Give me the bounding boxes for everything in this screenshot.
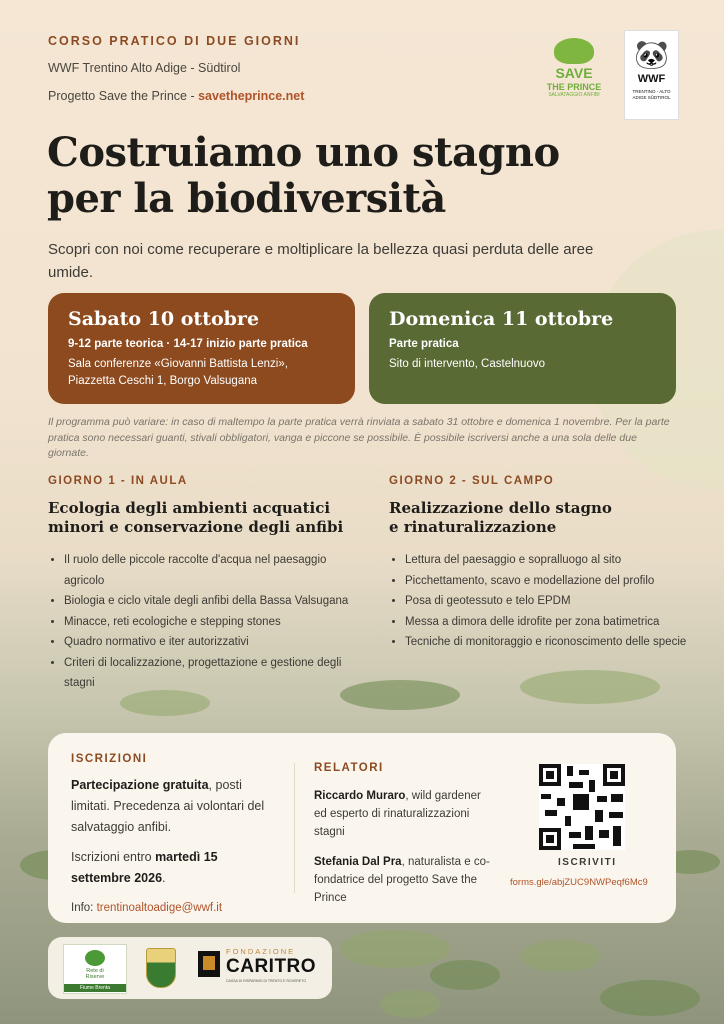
caritro-line1: FONDAZIONE	[226, 947, 296, 956]
iscrizioni-label: ISCRIZIONI	[71, 753, 148, 765]
day1-schedule: 9-12 parte teorica · 14-17 inizio parte pratica	[68, 338, 308, 350]
list-item: • Messa a dimora delle idrofite per zona batimetrica	[405, 612, 699, 633]
caritro-line3: CASSA DI RISPARMIO DI TRENTO E ROVERETO	[226, 979, 307, 983]
list-item: • Posa di geotessuto e telo EPDM	[405, 591, 699, 612]
iscrizioni-bold: Partecipazione gratuita	[71, 778, 209, 792]
caritro-mark-icon	[198, 951, 220, 977]
logo-caption: SALVATAGGIO ANFIBI	[548, 92, 600, 98]
day1-topics	[48, 550, 358, 694]
caritro-logo	[198, 947, 318, 989]
speaker2-role: , naturalista e co-fondatrice del progetto Save the Prince	[314, 856, 490, 904]
logo-line1: SAVE	[555, 65, 593, 81]
relatori-label: RELATORI	[314, 762, 384, 774]
day1-label: GIORNO 1 - IN AULA	[48, 475, 188, 487]
speaker1-role: , wild gardener ed esperto di rinaturalizzazioni stagni	[314, 790, 481, 838]
day2-card	[369, 293, 676, 404]
list-item: • Lettura del paesaggio e sopralluogo al sito	[405, 550, 699, 571]
list-item: • Il ruolo delle piccole raccolte d'acqua nel paesaggio agricolo	[64, 550, 358, 591]
intro-text: Scopri con noi come recuperare e moltiplicare la bellezza quasi perduta delle aree umide.	[48, 241, 594, 281]
leaf-icon	[85, 950, 105, 966]
day1-heading	[48, 499, 358, 537]
rete-line2: Riserve	[85, 974, 105, 980]
project-prefix: Progetto Save the Prince -	[48, 89, 199, 103]
logo-line2: THE PRINCE	[546, 82, 602, 92]
day2-heading-line1: Realizzazione dello stagno	[389, 499, 612, 517]
rete-line1: Rete di	[86, 968, 104, 974]
speaker1-name: Riccardo Muraro	[314, 790, 406, 802]
page-title	[47, 130, 560, 222]
program-day1	[48, 475, 358, 694]
wwf-region: TRENTINO - ALTO ADIGE SÜDTIROL	[632, 89, 671, 100]
caritro-line2: CARITRO	[226, 956, 317, 977]
list-item: • Tecniche di monitoraggio e riconoscimento delle specie	[405, 632, 699, 653]
list-item: • Quadro normativo e iter autorizzativi	[64, 632, 358, 653]
signup-label: ISCRIVITI	[558, 857, 617, 868]
project-link[interactable]: savetheprince.net	[198, 89, 305, 103]
deadline-prefix: Iscrizioni entro	[71, 850, 156, 864]
partner-logos	[48, 937, 332, 999]
info-label: Info:	[71, 902, 97, 914]
info-panel	[48, 733, 676, 923]
info-email-link[interactable]: trentinoaltoadige@wwf.it	[96, 902, 223, 914]
course-kicker: CORSO PRATICO DI DUE GIORNI	[48, 34, 301, 48]
day1-card	[48, 293, 355, 404]
iscrizioni-text1: , posti limitati. Precedenza ai volontari del salvataggio anfibi.	[71, 778, 265, 834]
save-the-prince-logo	[546, 38, 602, 106]
day1-place: Sala conferenze «Giovanni Battista Lenzi», Piazzetta Ceschi 1, Borgo Valsugana	[68, 358, 288, 387]
title-line1: Costruiamo uno stagno	[47, 129, 560, 176]
deadline-suffix: .	[162, 871, 166, 885]
day2-topics	[389, 550, 699, 653]
signup-link[interactable]: forms.gle/abjZUC9NWPeqf6Mc9	[510, 877, 648, 888]
iscrizioni-text	[71, 775, 276, 919]
panda-icon: 🐼	[634, 39, 669, 70]
day1-heading-line1: Ecologia degli ambienti acquatici	[48, 499, 331, 517]
municipal-crest-logo	[144, 942, 178, 992]
program-note: Il programma può variare: in caso di maltempo la parte pratica verrà rinviata a sabato 31 ottobre e domenica 1 novembre. Per la parte pratica sono necessari guanti, stivali obbligatori, vanga e piccone se possibile. È possibile iscriversi anche a una sola delle due giornate.	[48, 416, 670, 459]
day1-heading-line2: minori e conservazione degli anfibi	[48, 518, 344, 536]
speaker2-name: Stefania Dal Pra	[314, 856, 402, 868]
day1-date: Sabato 10 ottobre	[68, 308, 260, 330]
list-item: • Criteri di localizzazione, progettazione e gestione degli stagni	[64, 653, 358, 694]
project-line	[48, 89, 304, 103]
day2-date: Domenica 11 ottobre	[389, 308, 614, 330]
day2-heading	[389, 499, 699, 537]
list-item: • Minacce, reti ecologiche e stepping stones	[64, 612, 358, 633]
wwf-name: WWF	[637, 73, 666, 85]
divider	[294, 763, 295, 893]
list-item: • Picchettamento, scavo e modellazione del profilo	[405, 571, 699, 592]
rete-bar: Fiume Brenta	[64, 984, 126, 992]
title-line2: per la biodiversità	[47, 175, 446, 222]
crest-icon	[146, 948, 176, 988]
list-item: • Biologia e ciclo vitale degli anfibi della Bassa Valsugana	[64, 591, 358, 612]
program-day2	[389, 475, 699, 653]
wwf-logo	[624, 30, 679, 120]
organization: WWF Trentino Alto Adige - Südtirol	[48, 61, 241, 75]
deadline-date: martedì 15 settembre 2026	[71, 850, 218, 885]
frog-icon	[554, 38, 594, 64]
day2-schedule: Parte pratica	[389, 338, 459, 350]
day2-label: GIORNO 2 - SUL CAMPO	[389, 475, 555, 487]
qr-code[interactable]	[539, 764, 625, 850]
day2-place: Sito di intervento, Castelnuovo	[389, 358, 545, 370]
day2-heading-line2: e rinaturalizzazione	[389, 518, 557, 536]
rete-riserve-logo	[63, 944, 127, 994]
relatori-text	[314, 787, 494, 907]
